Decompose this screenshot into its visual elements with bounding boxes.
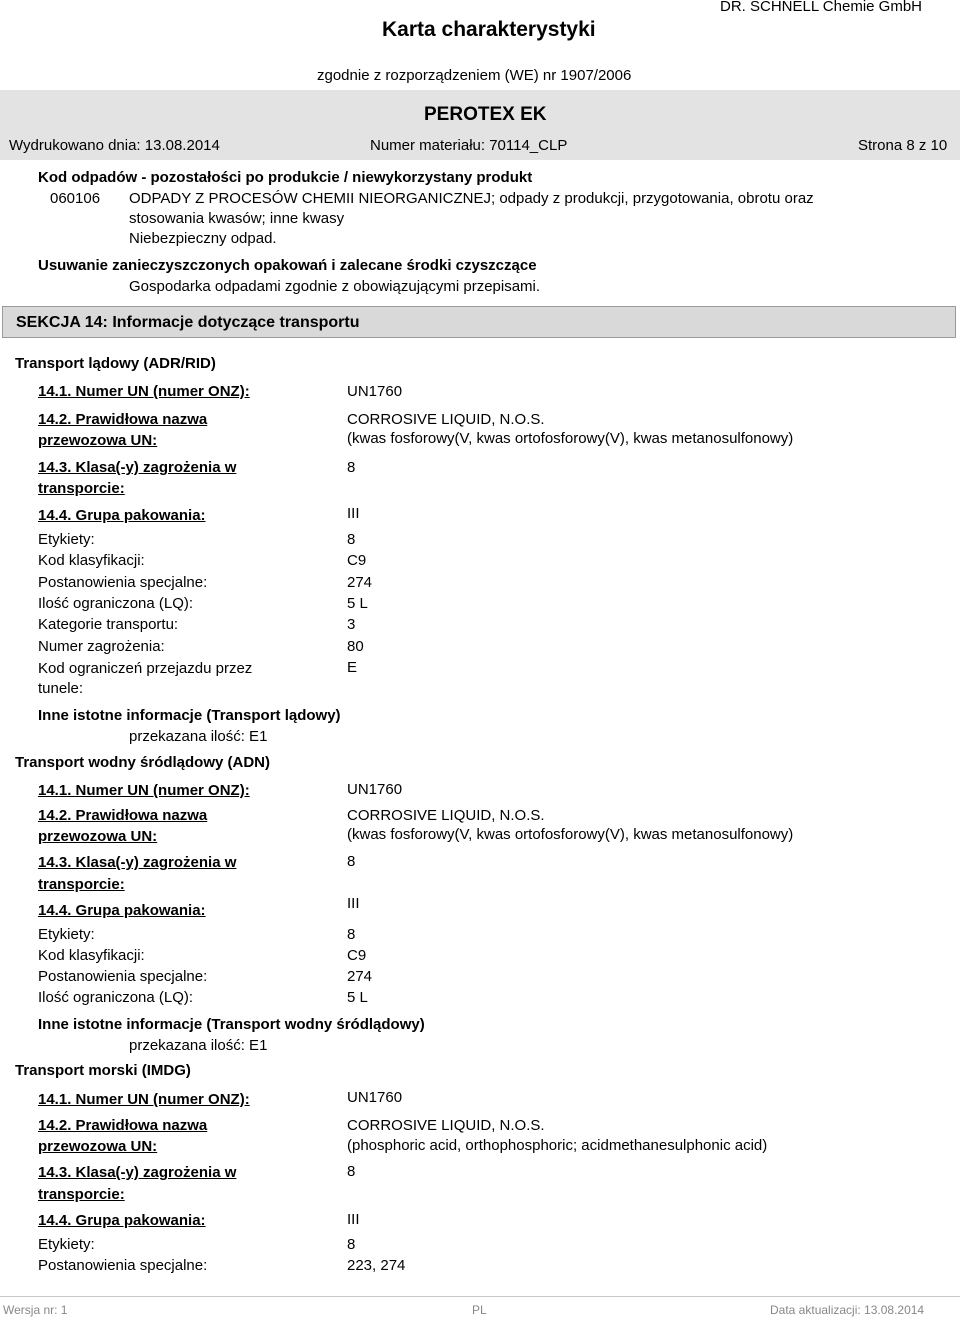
imdg-heading: Transport morski (IMDG) — [15, 1062, 191, 1079]
adn-name-value-2: (kwas fosforowy(V, kwas ortofosforowy(V), kwas metanosulfonowy) — [347, 826, 794, 843]
print-date: Wydrukowano dnia: 13.08.2014 — [9, 137, 220, 154]
footer-updated: Data aktualizacji: 13.08.2014 — [770, 1303, 925, 1317]
adr-labels-value: 8 — [347, 531, 356, 548]
adr-class-label-2: transporcie: — [38, 480, 125, 497]
imdg-name-label-1: 14.2. Prawidłowa nazwa — [38, 1117, 208, 1134]
adr-special-value: 274 — [347, 574, 373, 591]
adn-class-label-2: transporcie: — [38, 876, 125, 893]
adr-name-value-1: CORROSIVE LIQUID, N.O.S. — [347, 411, 545, 428]
adr-pg-label: 14.4. Grupa pakowania: — [38, 507, 206, 524]
product-name: PEROTEX EK — [424, 104, 547, 125]
waste-code-heading: Kod odpadów - pozostałości po produkcie / niewykorzystany produkt — [38, 169, 533, 186]
packaging-text: Gospodarka odpadami zgodnie z obowiązującymi przepisami. — [129, 278, 541, 295]
imdg-class-label-2: transporcie: — [38, 1186, 125, 1203]
adn-special-label: Postanowienia specjalne: — [38, 968, 208, 985]
adr-classcode-value: C9 — [347, 552, 367, 569]
footer-language: PL — [472, 1303, 487, 1317]
imdg-name-value-1: CORROSIVE LIQUID, N.O.S. — [347, 1117, 545, 1134]
adr-lq-value: 5 L — [347, 595, 368, 612]
section-14-header — [2, 306, 956, 338]
material-number: Numer materiału: 70114_CLP — [370, 137, 568, 154]
waste-desc-3: Niebezpieczny odpad. — [129, 230, 277, 247]
adr-un-label: 14.1. Numer UN (numer ONZ): — [38, 383, 250, 400]
adn-classcode-value: C9 — [347, 947, 367, 964]
adn-name-label-2: przewozowa UN: — [38, 828, 158, 845]
footer-version: Wersja nr: 1 — [3, 1303, 68, 1317]
imdg-pg-label: 14.4. Grupa pakowania: — [38, 1212, 206, 1229]
adr-class-value: 8 — [347, 459, 356, 476]
adn-name-label-1: 14.2. Prawidłowa nazwa — [38, 807, 208, 824]
adr-pg-value: III — [347, 505, 360, 522]
adn-labels-value: 8 — [347, 926, 356, 943]
adr-special-label: Postanowienia specjalne: — [38, 574, 208, 591]
adn-un-value: UN1760 — [347, 781, 403, 798]
adr-other-text: przekazana ilość: E1 — [129, 728, 268, 745]
waste-code: 060106 — [50, 190, 101, 207]
waste-desc-1: ODPADY Z PROCESÓW CHEMII NIEORGANICZNEJ; odpady z produkcji, przygotowania, obrotu oraz — [129, 190, 814, 207]
adr-un-value: UN1760 — [347, 383, 403, 400]
adr-cat-label: Kategorie transportu: — [38, 616, 179, 633]
company-name: DR. SCHNELL Chemie GmbH — [720, 0, 922, 15]
adn-pg-label: 14.4. Grupa pakowania: — [38, 902, 206, 919]
footer-divider — [0, 1296, 960, 1297]
adn-pg-value: III — [347, 895, 360, 912]
adr-other-heading: Inne istotne informacje (Transport lądowy) — [38, 707, 341, 724]
adn-class-label-1: 14.3. Klasa(-y) zagrożenia w — [38, 854, 237, 871]
adr-name-value-2: (kwas fosforowy(V, kwas ortofosforowy(V), kwas metanosulfonowy) — [347, 430, 794, 447]
adr-name-label-2: przewozowa UN: — [38, 432, 158, 449]
packaging-heading: Usuwanie zanieczyszczonych opakowań i zalecane środki czyszczące — [38, 257, 537, 274]
adn-other-heading: Inne istotne informacje (Transport wodny śródlądowy) — [38, 1016, 425, 1033]
section-14-title: SEKCJA 14: Informacje dotyczące transportu — [16, 314, 360, 331]
adr-hazard-label: Numer zagrożenia: — [38, 638, 165, 655]
adr-labels-label: Etykiety: — [38, 531, 95, 548]
imdg-un-value: UN1760 — [347, 1089, 403, 1106]
imdg-pg-value: III — [347, 1211, 360, 1228]
adr-tunnel-label-2: tunele: — [38, 680, 84, 697]
waste-desc-2: stosowania kwasów; inne kwasy — [129, 210, 345, 227]
adr-lq-label: Ilość ograniczona (LQ): — [38, 595, 194, 612]
adr-name-label-1: 14.2. Prawidłowa nazwa — [38, 411, 208, 428]
imdg-class-value: 8 — [347, 1163, 356, 1180]
adn-lq-value: 5 L — [347, 989, 368, 1006]
adr-cat-value: 3 — [347, 616, 356, 633]
adn-un-label: 14.1. Numer UN (numer ONZ): — [38, 782, 250, 799]
adn-lq-label: Ilość ograniczona (LQ): — [38, 989, 194, 1006]
adn-other-text: przekazana ilość: E1 — [129, 1037, 268, 1054]
imdg-class-label-1: 14.3. Klasa(-y) zagrożenia w — [38, 1164, 237, 1181]
imdg-labels-value: 8 — [347, 1236, 356, 1253]
adn-classcode-label: Kod klasyfikacji: — [38, 947, 145, 964]
imdg-special-label: Postanowienia specjalne: — [38, 1257, 208, 1274]
page-number: Strona 8 z 10 — [858, 137, 948, 154]
adr-tunnel-label-1: Kod ograniczeń przejazdu przez — [38, 660, 253, 677]
adr-tunnel-value: E — [347, 659, 358, 676]
imdg-labels-label: Etykiety: — [38, 1236, 95, 1253]
imdg-special-value: 223, 274 — [347, 1257, 406, 1274]
adn-special-value: 274 — [347, 968, 373, 985]
imdg-name-value-2: (phosphoric acid, orthophosphoric; acidmethanesulphonic acid) — [347, 1137, 768, 1154]
adn-heading: Transport wodny śródlądowy (ADN) — [15, 754, 271, 771]
adr-hazard-value: 80 — [347, 638, 364, 655]
adn-labels-label: Etykiety: — [38, 926, 95, 943]
adr-heading: Transport lądowy (ADR/RID) — [15, 355, 216, 372]
adr-class-label-1: 14.3. Klasa(-y) zagrożenia w — [38, 459, 237, 476]
document-title: Karta charakterystyki — [382, 18, 596, 41]
adn-class-value: 8 — [347, 853, 356, 870]
imdg-un-label: 14.1. Numer UN (numer ONZ): — [38, 1091, 250, 1108]
imdg-name-label-2: przewozowa UN: — [38, 1138, 158, 1155]
adr-classcode-label: Kod klasyfikacji: — [38, 552, 145, 569]
adn-name-value-1: CORROSIVE LIQUID, N.O.S. — [347, 807, 545, 824]
regulation-note: zgodnie z rozporządzeniem (WE) nr 1907/2006 — [317, 67, 632, 84]
